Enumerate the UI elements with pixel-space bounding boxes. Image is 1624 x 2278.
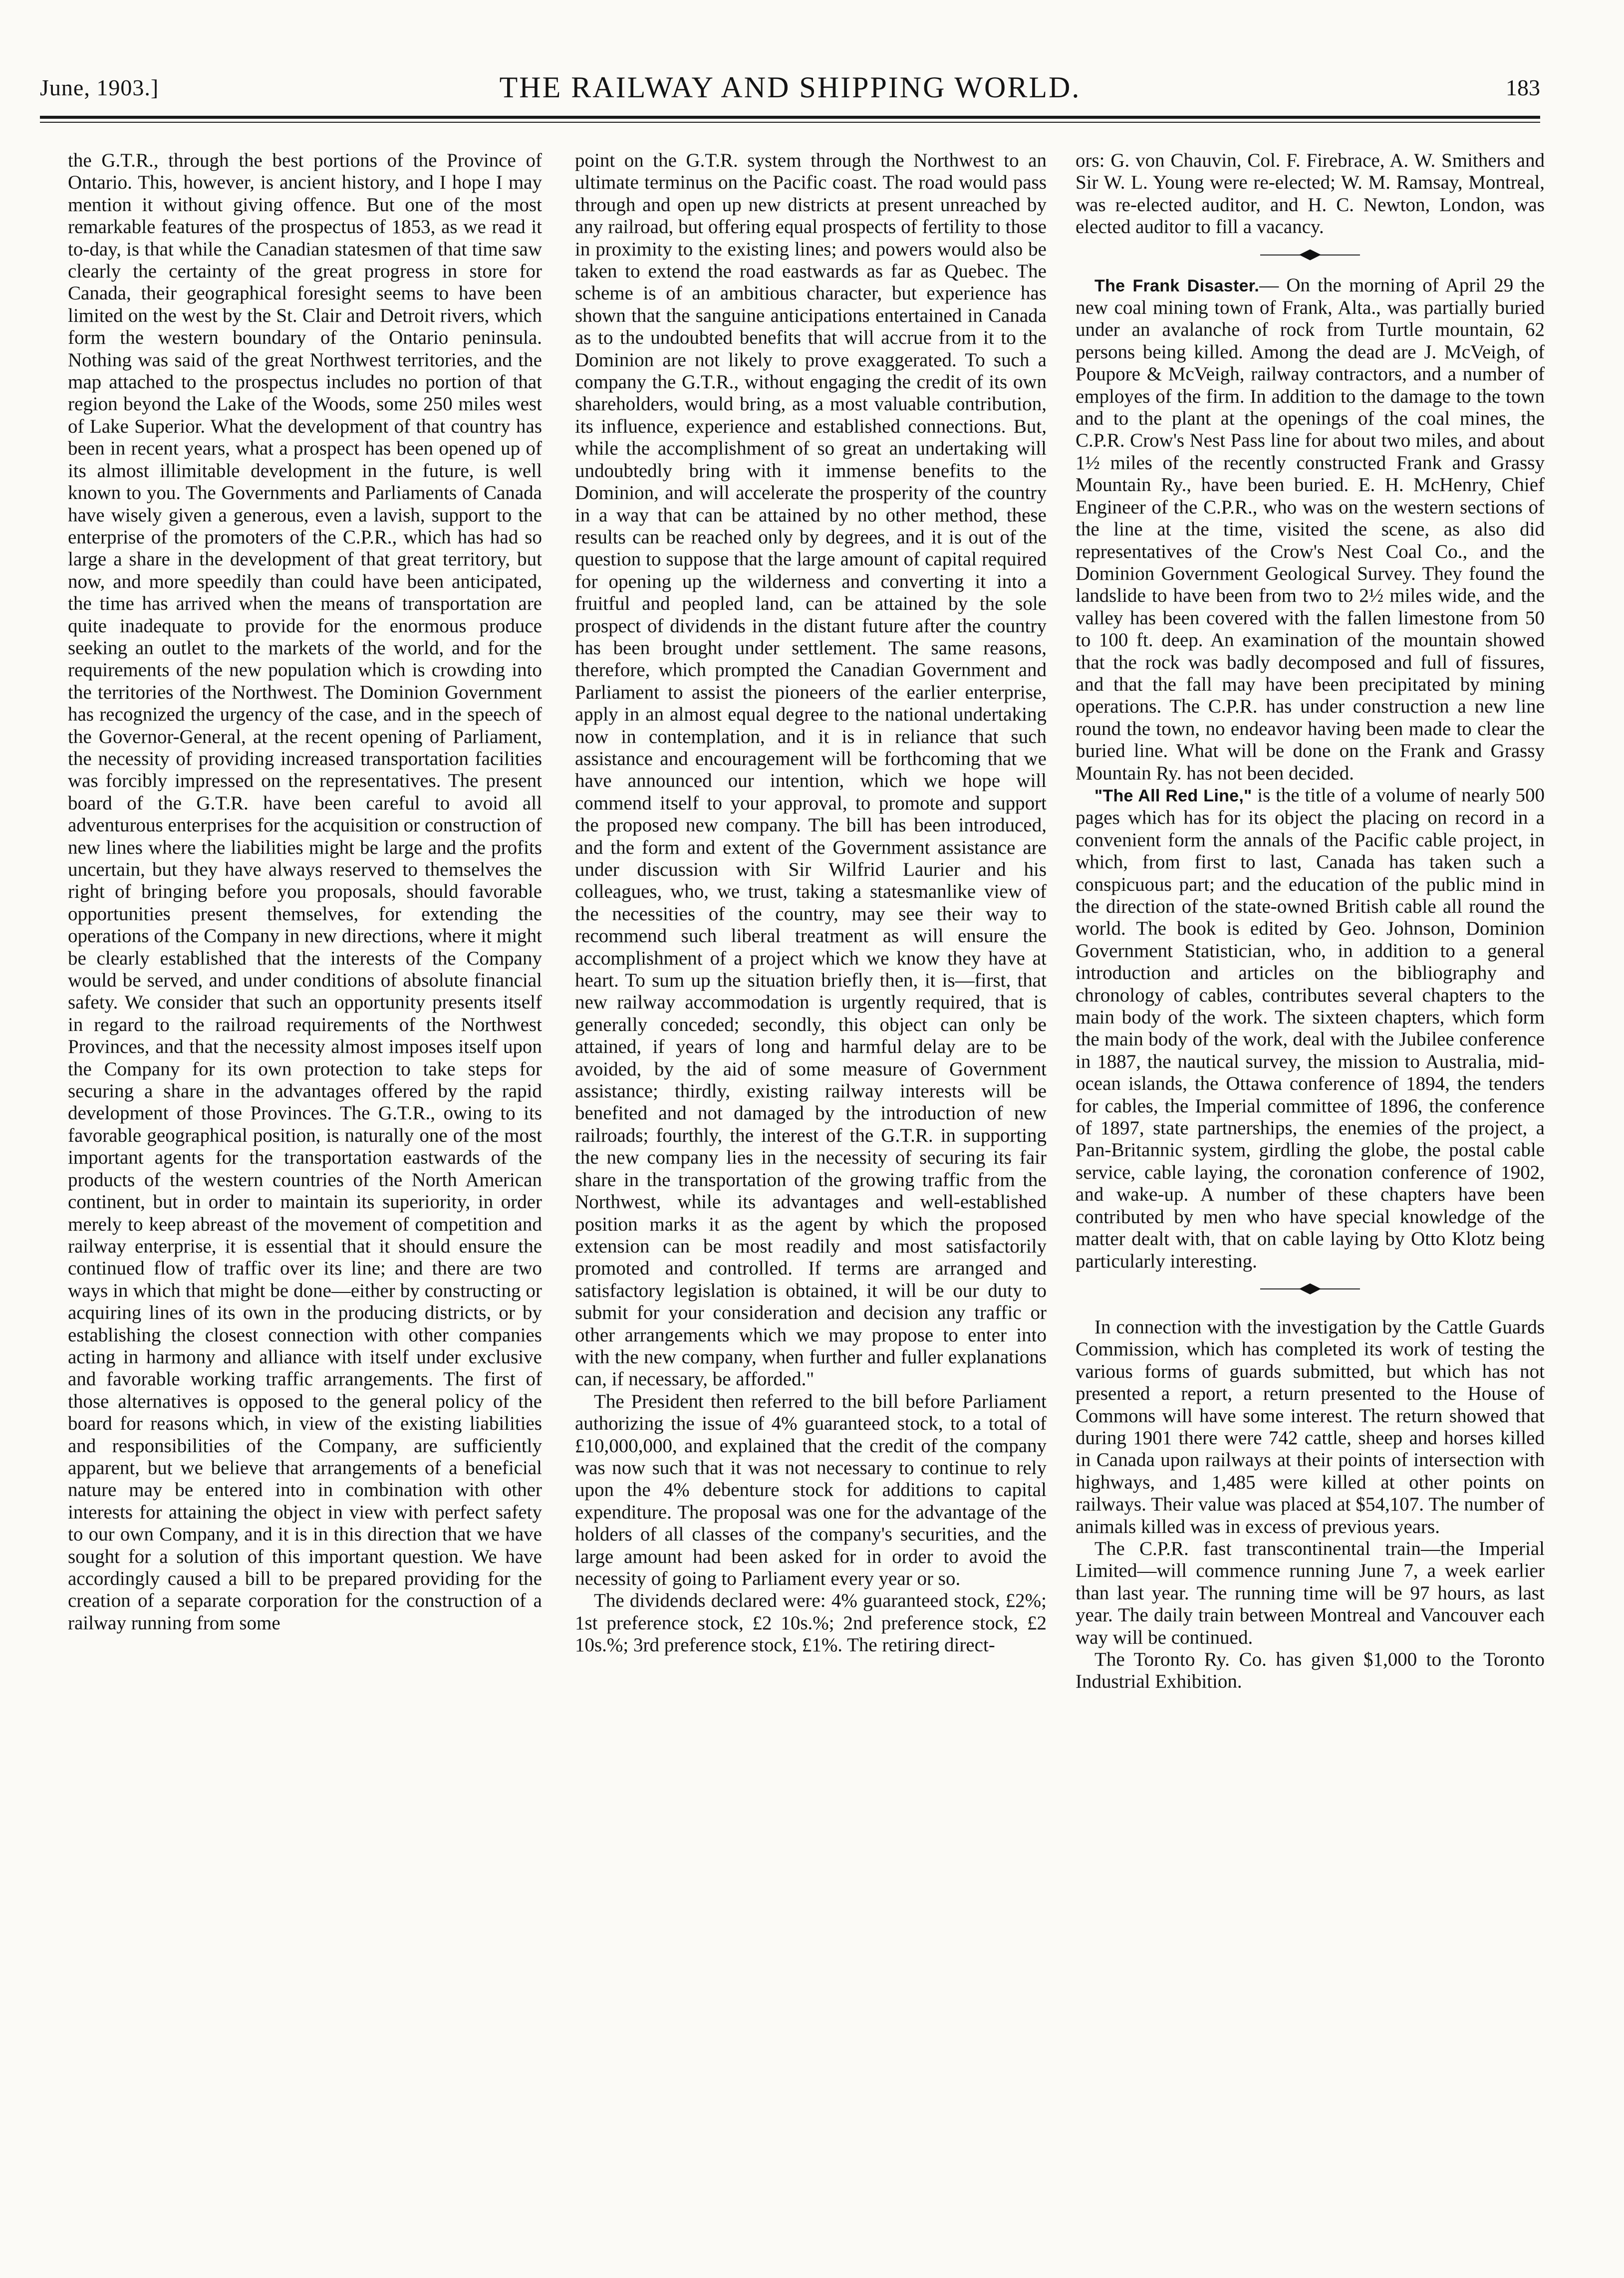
running-header <box>40 67 1540 107</box>
article-paragraph: The dividends declared were: 4% guaranteed stock, £2%; 1st preference stock, £2 10s.%; 2nd preference stock, £2 10s.%; 3rd preference stock, £1%. The retiring direct- <box>575 1590 1047 1656</box>
item-heading: "The All Red Line," <box>1094 786 1252 805</box>
item-body: is the title of a volume of nearly 500 pages which has for its object the placing on record in a convenient form the annals of the Pacific cable project, in which, from first to last, Canada has taken such a conspicuous part; and the education of the public mind in the direction of the state-owned British cable all round the world. The book is edited by Geo. Johnson, Dominion Government Statistician, who, in addition to a general introduction and articles on the bibliography and chronology of cables, contributes several chapters to the main body of the work. The sixteen chapters, which form the main body of the work, deal with the Jubilee conference in 1887, the nautical survey, the mission to Australia, mid-ocean islands, the Ottawa conference of 1894, the tenders for cables, the Imperial committee of 1896, the conference of 1897, state partnerships, the enemies of the project, a Pan-Britannic system, girdling the globe, the postal cable service, cable laying, the coronation conference of 1902, and wake-up. A number of these chapters have been contributed by men who have special knowledge of the matter dealt with, that on cable laying by Otto Klotz being particularly interesting. <box>1076 784 1545 1272</box>
column-2 <box>575 150 1047 2221</box>
article-paragraph: the G.T.R., through the best portions of the Province of Ontario. This, however, is ancient history, and I hope I may mention it without giving offence. But one of the most remarkable features of the prospectus of 1853, as we read it to-day, is that while the Canadian statesmen of that time saw clearly the certainty of the great progress in store for Canada, their geographical foresight seems to have been limited on the west by the St. Clair and Detroit rivers, which form the western boundary of the Ontario peninsula. Nothing was said of the great Northwest territories, and the map attached to the prospectus includes no portion of that region beyond the Lake of the Woods, some 250 miles west of Lake Superior. What the development of that country has been in recent years, what a prospect has been opened up of its almost illimitable development in the future, is well known to you. The Governments and Parliaments of Canada have wisely given a generous, even a lavish, support to the enterprise of the promoters of the C.P.R., which has had so large a share in the development of that great territory, but now, and more speedily than could have been anticipated, the time has arrived when the means of transportation are quite inadequate to provide for the enormous produce seeking an outlet to the markets of the world, and for the requirements of the new population which is crowding into the territories of the Northwest. The Dominion Government has recognized the urgency of the case, and in the speech of the Governor-General, at the recent opening of Parliament, the necessity of providing increased transportation facilities was forcibly impressed on the representatives. The present board of the G.T.R. have been careful to avoid all adventurous enterprises for the acquisition or construction of new lines where the liabilities might be large and the profits uncertain, but they have always reserved to themselves the right of bringing before you proposals, should favorable opportunities present themselves, for extending the operations of the Company in new directions, where it might be clearly established that the interests of the Company would be served, and under conditions of absolute financial safety. We consider that such an opportunity presents itself in regard to the railroad requirements of the Northwest Provinces, and that the necessity almost imposes itself upon the Company for its own protection to take steps for securing a share in the advantages offered by the rapid development of those Provinces. The G.T.R., owing to its favorable geographical position, is naturally one of the most important agents for the transportation eastwards of the products of the western countries of the North American continent, but in order to maintain its superiority, in order merely to keep abreast of the movement of competition and railway enterprise, it is essential that it should ensure the continued flow of traffic over its line; and there are two ways in which that might be done—either by constructing or acquiring lines of its own in the producing districts, or by establishing the closest connection with other companies acting in harmony and alliance with itself under exclusive and favorable working traffic arrangements. The first of those alternatives is opposed to the general policy of the board for reasons which, in view of the existing liabilities and responsibilities of the Company, are sufficiently apparent, but we believe that arrangements of a beneficial nature may be entered into in combination with other interests for attaining the object in view with perfect safety to our own Company, and it is in this direction that we have sought for a solution of this important question. We have accordingly caused a bill to be prepared providing for the creation of a separate corporation for the construction of a railway running from some <box>68 150 542 1634</box>
article-paragraph: In connection with the investigation by the Cattle Guards Commission, which has completed its work of testing the various forms of guards submitted, but which has not presented a report, a return presented to the House of Commons will have some interest. The return showed that during 1901 there were 742 cattle, sheep and horses killed in Canada upon railways at their points of intersection with highways, and 1,485 were killed at other points on railways. Their value was placed at $54,107. The number of animals killed was in excess of previous years. <box>1076 1316 1545 1537</box>
header-rule-thin <box>40 122 1540 123</box>
all-red-line-item <box>1076 784 1545 1272</box>
column-1 <box>68 150 542 2221</box>
divider-ornament-icon <box>1299 1283 1321 1294</box>
issue-date: June, 1903.] <box>40 74 159 100</box>
column-3 <box>1076 150 1545 2221</box>
article-paragraph: point on the G.T.R. system through the Northwest to an ultimate terminus on the Pacific coast. The road would pass through and open up new districts at present unreached by any railroad, but offering equal prospects of fertility to those in proximity to the existing lines; and powers would also be taken to extend the road eastwards as far as Quebec. The scheme is of an ambitious character, but experience has shown that the sanguine anticipations entertained in Canada as to the undoubted benefits that will accrue from it to the Dominion are not likely to prove exaggerated. To such a company the G.T.R., without engaging the credit of its own shareholders, would bring, as a most valuable contribution, its influence, experience and established connections. But, while the accomplishment of so great an undertaking will undoubtedly bring with it immense benefits to the Dominion, and will accelerate the prosperity of the country in a way that can be attained by no other method, these results can be reached only by degrees, and it is out of the question to suppose that the large amount of capital required for opening up the wilderness and converting it into a fruitful and peopled land, can be attained by the sole prospect of dividends in the distant future after the country has been brought under settlement. The same reasons, therefore, which prompted the Canadian Government and Parliament to assist the pioneers of the earlier enterprise, apply in an almost equal degree to the national undertaking now in contemplation, and it is in reliance that such assistance and encouragement will be forthcoming that we have announced our intention, which we hope will commend itself to your approval, to promote and support the proposed new company. The bill has been introduced, and the form and extent of the Government assistance are under discussion with Sir Wilfrid Laurier and his colleagues, who, we trust, taking a statesmanlike view of the necessities of the country, may see their way to recommend such liberal treatment as will ensure the accomplishment of a project which we know they have at heart. To sum up the situation briefly then, it is—first, that new railway accommodation is urgently required, that is generally conceded; secondly, this object can only be attained, if years of long and harmful delay are to be avoided, by the aid of some measure of Government assistance; thirdly, existing railway interests will be benefited and not damaged by the introduction of new railroads; fourthly, the interest of the G.T.R. in supporting the new company lies in the necessity of securing its fair share in the transportation of the growing traffic from the Northwest, while its advantages and well-established position marks it as the agent by which the proposed extension can be most readily and most satisfactorily promoted and controlled. If terms are arranged and satisfactory legislation is obtained, it will be our duty to submit for your consideration and decision any traffic or other arrangements which we may propose to enter into with the new company, when further and fuller explanations can, if necessary, be afforded." <box>575 150 1047 1390</box>
section-divider <box>1076 1275 1545 1303</box>
article-paragraph: ors: G. von Chauvin, Col. F. Firebrace, A. W. Smithers and Sir W. L. Young were re-elected; W. M. Ramsay, Montreal, was re-elected auditor, and H. C. Newton, London, was elected auditor to fill a vacancy. <box>1076 150 1545 238</box>
header-rule-thick <box>40 116 1540 119</box>
page-number: 183 <box>1506 74 1540 100</box>
item-heading: The Frank Disaster. <box>1094 276 1260 295</box>
divider-ornament-icon <box>1299 250 1321 260</box>
frank-disaster-item <box>1076 274 1545 784</box>
section-divider <box>1076 242 1545 269</box>
item-body: — On the morning of April 29 the new coal mining town of Frank, Alta., was partially buried under an avalanche of rock from Turtle mountain, 62 persons being killed. Among the dead are J. McVeigh, of Poupore & McVeigh, railway contractors, and a number of employes of the firm. In addition to the damage to the town and to the plant at the openings of the coal mines, the C.P.R. Crow's Nest Pass line for about two miles, and about 1½ miles of the recently constructed Frank and Grassy Mountain Ry., have been buried. E. H. McHenry, Chief Engineer of the C.P.R., who was on the western sections of the line at the time, visited the scene, as also did representatives of the Crow's Nest Coal Co., and the Dominion Government Geological Survey. They found the landslide to have been from two to 2½ miles wide, and the valley has been covered with the fallen limestone from 50 to 100 ft. deep. An examination of the mountain showed that the rock was badly decomposed and full of fissures, and that the fall may have been precipitated by mining operations. The C.P.R. has under construction a new line round the town, no endeavor having been made to clear the buried line. What will be done on the Frank and Grassy Mountain Ry. has not been decided. <box>1076 274 1545 784</box>
article-paragraph: The Toronto Ry. Co. has given $1,000 to the Toronto Industrial Exhibition. <box>1076 1649 1545 1693</box>
publication-title: THE RAILWAY AND SHIPPING WORLD. <box>499 70 1081 104</box>
article-paragraph: The C.P.R. fast transcontinental train—the Imperial Limited—will commence running June 7, a week earlier than last year. The running time will be 97 hours, as last year. The daily train between Montreal and Vancouver each way will be continued. <box>1076 1537 1545 1648</box>
article-paragraph: The President then referred to the bill before Parliament authorizing the issue of 4% guaranteed stock, to a total of £10,000,000, and explained that the credit of the company was now such that it was not necessary to continue to rely upon the 4% debenture stock for additions to capital expenditure. The proposal was one for the advantage of the holders of all classes of the company's securities, and the large amount had been asked for in order to avoid the necessity of going to Parliament every year or so. <box>575 1390 1047 1589</box>
